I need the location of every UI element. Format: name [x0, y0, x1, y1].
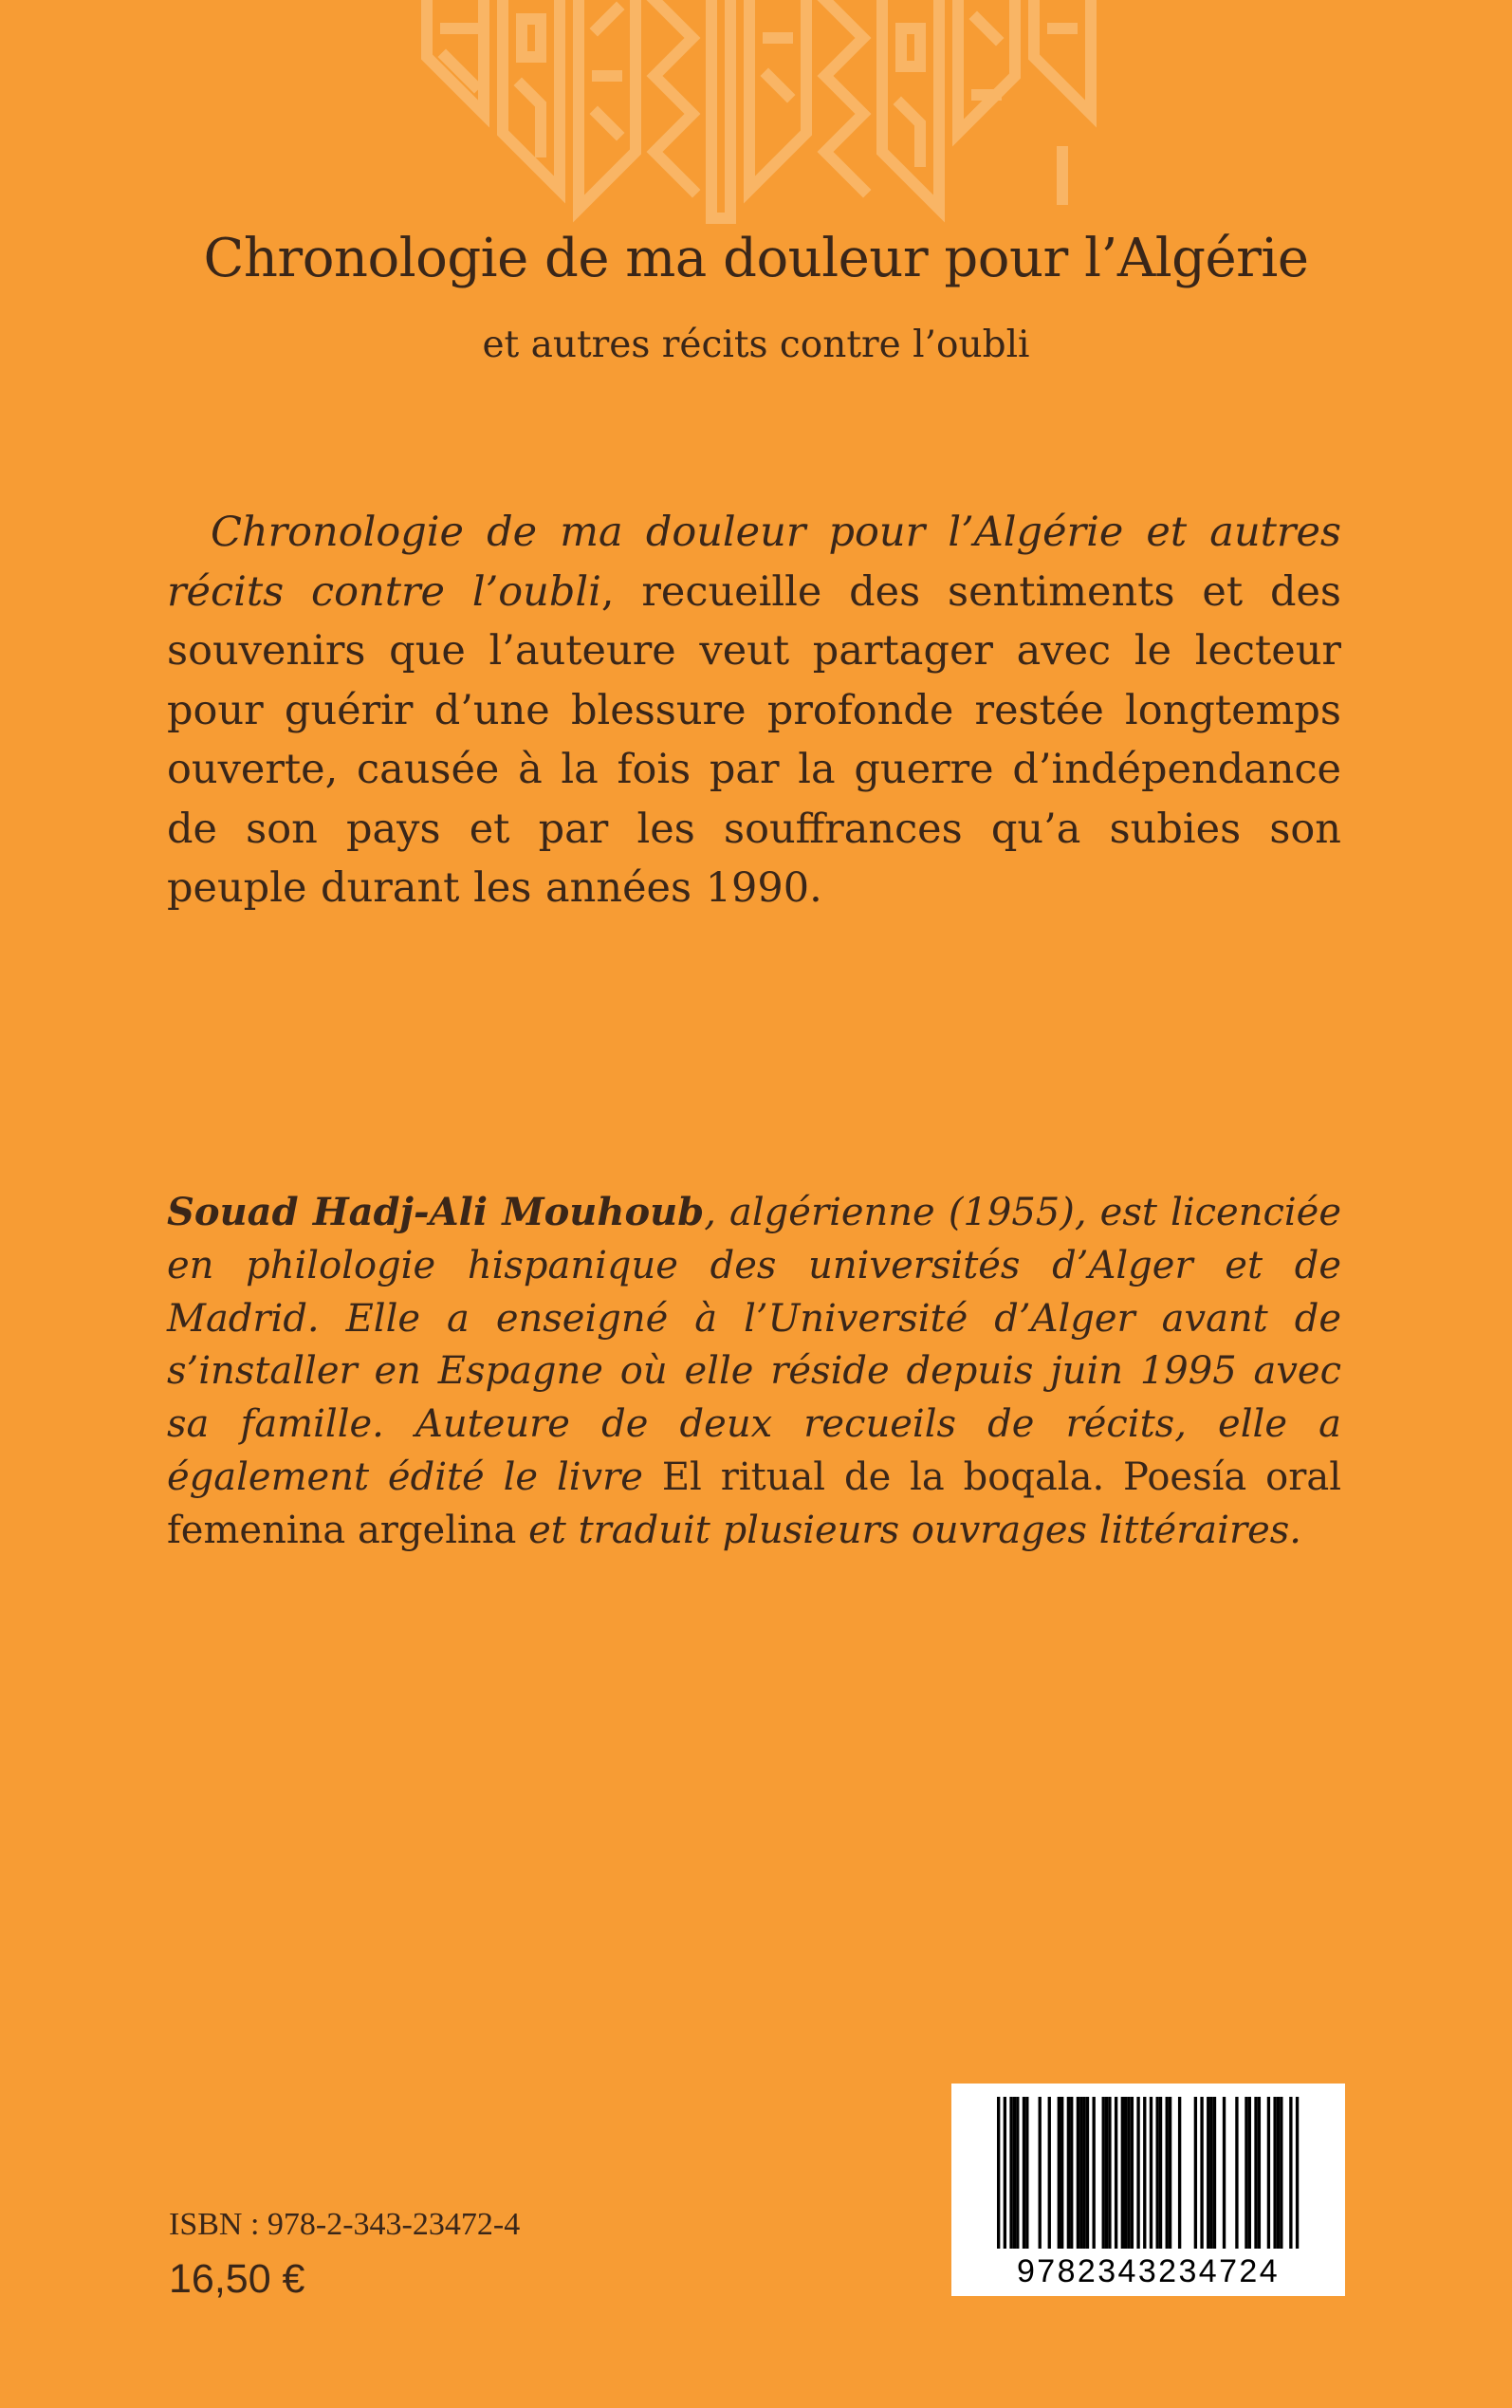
- barcode-bar: [1115, 2097, 1117, 2249]
- barcode-bar: [1178, 2097, 1181, 2249]
- barcode-bar: [1296, 2097, 1299, 2249]
- barcode-bar: [1013, 2097, 1016, 2249]
- isbn-number: ISBN : 978-2-343-23472-4: [169, 2207, 521, 2242]
- barcode-bar: [1258, 2097, 1261, 2249]
- barcode-bar: [1023, 2097, 1025, 2249]
- barcode-bar: [1079, 2097, 1082, 2249]
- barcode-bar: [1213, 2097, 1216, 2249]
- barcode-bar: [1067, 2097, 1070, 2249]
- barcode-bar: [1207, 2097, 1209, 2249]
- barcode-bar: [1248, 2097, 1251, 2249]
- author-biography: [167, 1186, 1341, 1558]
- barcode-bar: [1136, 2097, 1139, 2249]
- cited-work-title: El ritual de la boqala. Poesía oral femenina argelina: [167, 1454, 1341, 1552]
- summary-paragraph: [167, 503, 1341, 918]
- barcode-bar: [1200, 2097, 1203, 2249]
- arabic-calligraphy-ornament-icon: [417, 0, 1100, 228]
- barcode-bar: [1016, 2097, 1019, 2249]
- barcode-bar: [1105, 2097, 1108, 2249]
- barcode-bar: [1277, 2097, 1280, 2249]
- barcode-bar: [1070, 2097, 1073, 2249]
- barcode-bar: [1077, 2097, 1079, 2249]
- bio-text-part2: et traduit plusieurs ouvrages littéraires.: [516, 1508, 1301, 1552]
- barcode-bar: [1058, 2097, 1060, 2249]
- barcode-bar: [1159, 2097, 1162, 2249]
- barcode-bar: [1166, 2097, 1169, 2249]
- barcode-bar: [1004, 2097, 1006, 2249]
- barcode-bar: [1280, 2097, 1282, 2249]
- book-title: Chronologie de ma douleur pour l’Algérie: [203, 228, 1309, 289]
- summary-text: , recueille des sentiments et des souvenirs que l’auteure veut partager avec le lecteur pour guérir d’une blessure profonde restée longtemps ouverte, causée à la fois par la guerre d’indépendance de son pays et par les souffrances qu’a subies son peuple durant les années 1990.: [167, 567, 1341, 912]
- barcode-bar: [1039, 2097, 1042, 2249]
- barcode-bar: [1223, 2097, 1226, 2249]
- barcode-bar: [1025, 2097, 1028, 2249]
- author-name: Souad Hadj-Ali Mouhoub: [167, 1190, 705, 1234]
- barcode-bar: [1273, 2097, 1276, 2249]
- barcode-bar: [1086, 2097, 1089, 2249]
- barcode: [951, 2084, 1345, 2296]
- barcode-bar: [1060, 2097, 1063, 2249]
- bio-text-part1: , algérienne (1955), est licenciée en philologie hispanique des universités d’Alger et de Madrid. Elle a enseigné à l’Université d’Alger avant de s’installer en Espagne où elle réside depuis juin 1995 avec sa famille. Auteure de deux recueils de récits, elle a également édité le livre: [167, 1191, 1341, 1499]
- barcode-bar: [1082, 2097, 1085, 2249]
- barcode-bar: [1156, 2097, 1159, 2249]
- barcode-bar: [1124, 2097, 1127, 2249]
- barcode-bar: [1048, 2097, 1051, 2249]
- barcode-bar: [1254, 2097, 1257, 2249]
- barcode-bar: [1131, 2097, 1134, 2249]
- barcode-bar: [1121, 2097, 1124, 2249]
- barcode-bar: [1143, 2097, 1146, 2249]
- barcode-bar: [1009, 2097, 1012, 2249]
- barcode-bar: [1209, 2097, 1212, 2249]
- summary-title-reference: Chronologie de ma douleur pour l’Algérie et autres récits contre l’oubli: [167, 509, 1341, 616]
- barcode-bar: [1267, 2097, 1270, 2249]
- barcode-bar: [1169, 2097, 1171, 2249]
- barcode-bar: [1127, 2097, 1130, 2249]
- barcode-bar: [1245, 2097, 1247, 2249]
- barcode-bar: [1194, 2097, 1197, 2249]
- barcode-bar: [997, 2097, 1000, 2249]
- barcode-digits: 9782343234724: [1016, 2253, 1281, 2289]
- book-subtitle: et autres récits contre l’oubli: [482, 324, 1030, 366]
- barcode-bar: [1093, 2097, 1096, 2249]
- barcode-bar: [1235, 2097, 1238, 2249]
- barcode-bar: [1102, 2097, 1105, 2249]
- barcode-bar: [1150, 2097, 1152, 2249]
- barcode-bar: [1289, 2097, 1292, 2249]
- barcode-bar: [1108, 2097, 1111, 2249]
- price: 16,50 €: [169, 2256, 305, 2302]
